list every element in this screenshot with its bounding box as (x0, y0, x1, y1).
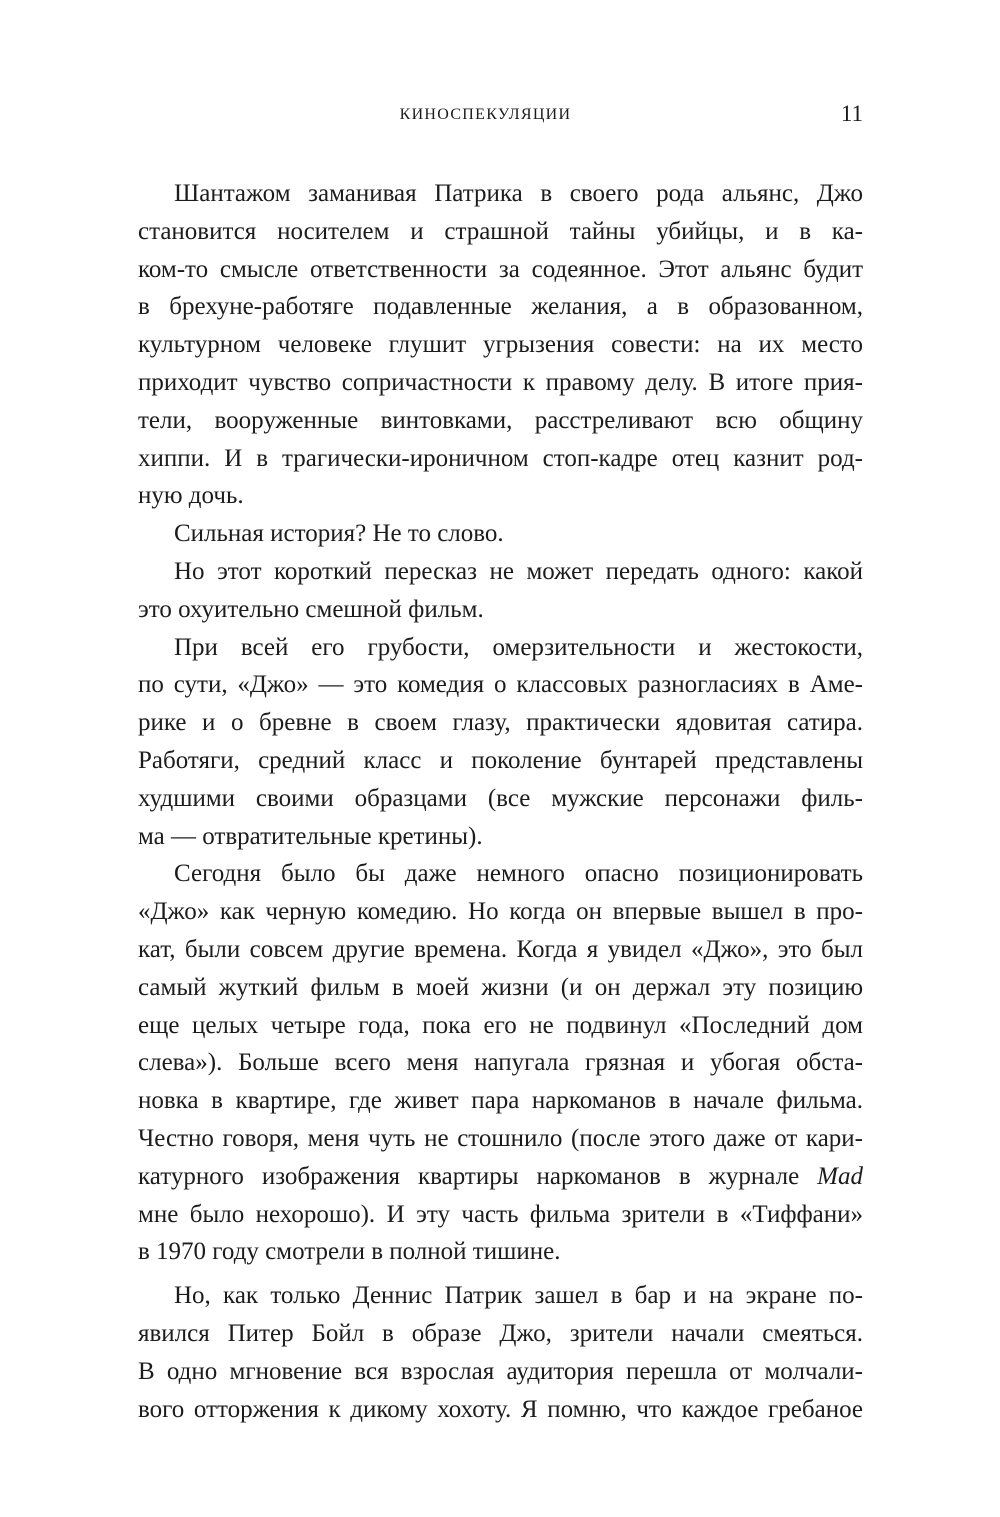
text-line: Сильная история? Не то слово. (174, 520, 504, 548)
text-line: приходит чувство сопричастности к правому делу. В итоге прия- (138, 368, 863, 396)
paragraph (138, 1277, 863, 1428)
text-line: явился Питер Бойл в образе Джо, зрители начали смеяться. (138, 1319, 863, 1347)
text-line: самый жуткий фильм в моей жизни (и он держал эту позицию (138, 973, 863, 1001)
text-line: Честно говоря, меня чуть не стошнило (после этого даже от кари- (138, 1124, 863, 1152)
text-line: мне было нехорошо). И эту часть фильма зрители в «Тиффани» (138, 1200, 863, 1228)
text-line: Работяги, средний класс и поколение бунтарей представлены (138, 746, 863, 774)
text-line: становится носителем и страшной тайны убийцы, и в ка- (138, 217, 863, 245)
text-line: это охуительно смешной фильм. (138, 595, 484, 623)
text-line: «Джо» как черную комедию. Но когда он впервые вышел в про- (138, 898, 863, 926)
text-line: В одно мгновение вся взрослая аудитория перешла от молчали- (138, 1357, 863, 1385)
paragraph (138, 175, 863, 515)
text-line: рике и о бревне в своем глазу, практически ядовитая сатира. (138, 709, 863, 737)
text-line: Но этот короткий пересказ не может передать одного: какой (174, 557, 863, 585)
paragraph (138, 553, 863, 629)
text-line: Шантажом заманивая Патрика в своего рода альянс, Джо (174, 180, 863, 207)
text-line: культурном человеке глушит угрызения совести: на их место (138, 331, 863, 359)
text-line: хиппи. И в трагически-ироничном стоп-кадре отец казнит род- (138, 444, 863, 472)
text-line: тели, вооруженные винтовками, расстреливают всю общину (138, 406, 863, 434)
text-line: новка в квартире, где живет пара наркоманов в начале фильма. (138, 1087, 863, 1115)
text-line: Сегодня было бы даже немного опасно позиционировать (174, 860, 863, 888)
page-number: 11 (840, 101, 863, 126)
paragraph (138, 629, 863, 856)
running-head (0, 101, 1000, 131)
running-title: КИНОСПЕКУЛЯЦИИ (399, 106, 572, 123)
paragraph (138, 855, 863, 1271)
text-line: еще целых четыре года, пока его не подвинул «Последний дом (138, 1011, 863, 1039)
text-line: ком-то смысле ответственности за содеянное. Этот альянс будит (138, 255, 863, 283)
magazine-title: Mad (817, 1162, 863, 1190)
text-segment: катурного изображения квартиры наркоманов в журнале (138, 1162, 800, 1190)
text-line: худшими своими образцами (все мужские персонажи филь- (138, 784, 863, 812)
text-line: вого отторжения к дикому хохоту. Я помню, что каждое гребаное (138, 1395, 863, 1423)
text-line: по сути, «Джо» — это комедия о классовых разногласиях в Аме- (138, 671, 863, 699)
text-line: Но, как только Деннис Патрик зашел в бар и на экране по- (174, 1282, 863, 1310)
body-text (138, 175, 863, 1428)
paragraph (138, 515, 863, 553)
text-line: в 1970 году смотрели в полной тишине. (138, 1238, 561, 1266)
text-line-with-italic (138, 1158, 863, 1196)
text-line: кат, были совсем другие времена. Когда я увидел «Джо», это был (138, 935, 863, 963)
text-line: При всей его грубости, омерзительности и жестокости, (174, 633, 863, 661)
text-line: ма — отвратительные кретины). (138, 822, 483, 850)
text-line: ную дочь. (138, 482, 244, 510)
text-line: слева»). Больше всего меня напугала грязная и убогая обста- (138, 1049, 863, 1077)
text-line: в брехуне-работяге подавленные желания, а в образованном, (138, 293, 863, 321)
